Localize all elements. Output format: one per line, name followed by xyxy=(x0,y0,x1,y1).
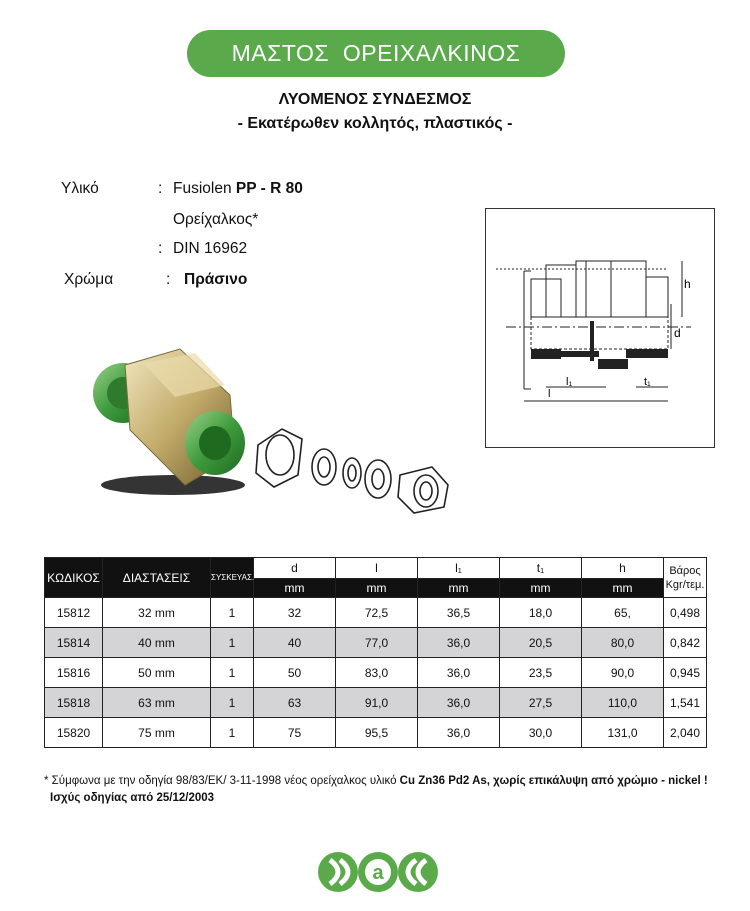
cell-pack: 1 xyxy=(211,598,254,628)
cell-weight: 2,040 xyxy=(664,718,707,748)
cell-l1: 36,5 xyxy=(418,598,500,628)
cell-l1: 36,0 xyxy=(418,718,500,748)
product-photo xyxy=(85,335,255,505)
col-header-weight xyxy=(664,558,707,598)
footnote-line1 xyxy=(44,773,744,790)
standard-colon: : xyxy=(158,240,163,257)
cell-l: 72,5 xyxy=(336,598,418,628)
cell-l: 77,0 xyxy=(336,628,418,658)
color-colon: : xyxy=(166,271,171,288)
cell-code: 15816 xyxy=(45,658,103,688)
technical-drawing xyxy=(485,208,715,448)
standard-value: DIN 16962 xyxy=(173,240,248,257)
drawing-label-l1: l₁ xyxy=(566,376,573,388)
cell-weight: 1,541 xyxy=(664,688,707,718)
color-value: Πράσινο xyxy=(184,271,248,288)
weight-line1: Βάρος xyxy=(669,564,701,577)
cell-weight: 0,945 xyxy=(664,658,707,688)
cell-d: 75 xyxy=(254,718,336,748)
col-header-l1: l₁ xyxy=(418,558,500,579)
drawing-label-t1: t₁ xyxy=(644,376,651,388)
cell-t1: 30,0 xyxy=(500,718,582,748)
cell-d: 40 xyxy=(254,628,336,658)
dimensions-table xyxy=(44,557,707,748)
cell-t1: 27,5 xyxy=(500,688,582,718)
cell-dim: 75 mm xyxy=(103,718,211,748)
cell-dim: 40 mm xyxy=(103,628,211,658)
footnote-prefix: * Σύμφωνα με την οδηγία 98/83/ΕΚ/ 3-11-1998 νέος ορείχαλκος υλικό xyxy=(44,775,400,787)
cell-l1: 36,0 xyxy=(418,658,500,688)
col-header-package: ΣΥΣΚΕΥΑΣ. xyxy=(211,558,254,598)
cell-pack: 1 xyxy=(211,688,254,718)
material-value-bold: PP - R 80 xyxy=(235,180,303,197)
col-header-dimensions: ΔΙΑΣΤΑΣΕΙΣ xyxy=(103,558,211,598)
cell-pack: 1 xyxy=(211,718,254,748)
page-title: ΜΑΣΤΟΣ ΟΡΕΙΧΑΛΚΙΝΟΣ xyxy=(231,40,521,66)
footnote-line2: Ισχύς οδηγίας από 25/12/2003 xyxy=(50,792,215,804)
cell-l: 83,0 xyxy=(336,658,418,688)
table-row xyxy=(45,658,707,688)
cell-h: 131,0 xyxy=(582,718,664,748)
product-description: - Εκατέρωθεν κολλητός, πλαστικός - xyxy=(237,115,513,132)
cell-l1: 36,0 xyxy=(418,628,500,658)
cell-dim: 32 mm xyxy=(103,598,211,628)
cell-t1: 20,5 xyxy=(500,628,582,658)
cell-dim: 50 mm xyxy=(103,658,211,688)
logo-letter: a xyxy=(372,862,384,884)
cell-l: 91,0 xyxy=(336,688,418,718)
cell-pack: 1 xyxy=(211,658,254,688)
cell-t1: 18,0 xyxy=(500,598,582,628)
unit-t1: mm xyxy=(500,579,582,598)
cell-pack: 1 xyxy=(211,628,254,658)
col-header-d: d xyxy=(254,558,336,579)
cell-h: 90,0 xyxy=(582,658,664,688)
unit-h: mm xyxy=(582,579,664,598)
cell-t1: 23,5 xyxy=(500,658,582,688)
table-row xyxy=(45,628,707,658)
col-header-t1: t₁ xyxy=(500,558,582,579)
material-colon: : xyxy=(158,180,163,197)
cell-d: 63 xyxy=(254,688,336,718)
cell-weight: 0,498 xyxy=(664,598,707,628)
weight-line2: Kgr/τεμ. xyxy=(665,578,705,591)
footnote-bold: Cu Zn36 Pd2 As, χωρίς επικάλυψη από χρώμιο - nickel ! xyxy=(399,775,708,787)
unit-l1: mm xyxy=(418,579,500,598)
cell-d: 50 xyxy=(254,658,336,688)
material-label: Υλικό xyxy=(61,180,99,197)
cell-d: 32 xyxy=(254,598,336,628)
table-row xyxy=(45,598,707,628)
cell-code: 15814 xyxy=(45,628,103,658)
product-subtitle: ΛΥΟΜΕΝΟΣ ΣΥΝΔΕΣΜΟΣ xyxy=(278,91,472,108)
material-value xyxy=(173,180,303,198)
unit-d: mm xyxy=(254,579,336,598)
col-header-l: l xyxy=(336,558,418,579)
cell-code: 15812 xyxy=(45,598,103,628)
material-value-2: Ορείχαλκος* xyxy=(173,211,259,228)
col-header-code: ΚΩΔΙΚΟΣ xyxy=(45,558,103,598)
table-row xyxy=(45,718,707,748)
unit-l: mm xyxy=(336,579,418,598)
cell-code: 15820 xyxy=(45,718,103,748)
cell-h: 80,0 xyxy=(582,628,664,658)
title-banner xyxy=(187,30,565,77)
cell-h: 110,0 xyxy=(582,688,664,718)
col-header-h: h xyxy=(582,558,664,579)
cell-l: 95,5 xyxy=(336,718,418,748)
footnote xyxy=(44,773,744,807)
company-logo xyxy=(316,850,440,894)
cell-h: 65, xyxy=(582,598,664,628)
cell-l1: 36,0 xyxy=(418,688,500,718)
material-value-prefix: Fusiolen xyxy=(173,180,236,197)
drawing-label-d: d xyxy=(674,326,681,340)
cell-code: 15818 xyxy=(45,688,103,718)
drawing-label-l: l xyxy=(548,388,551,400)
cell-weight: 0,842 xyxy=(664,628,707,658)
cell-dim: 63 mm xyxy=(103,688,211,718)
color-label: Χρώμα xyxy=(64,271,114,288)
drawing-label-h: h xyxy=(684,277,691,291)
exploded-view xyxy=(250,415,460,520)
table-row xyxy=(45,688,707,718)
